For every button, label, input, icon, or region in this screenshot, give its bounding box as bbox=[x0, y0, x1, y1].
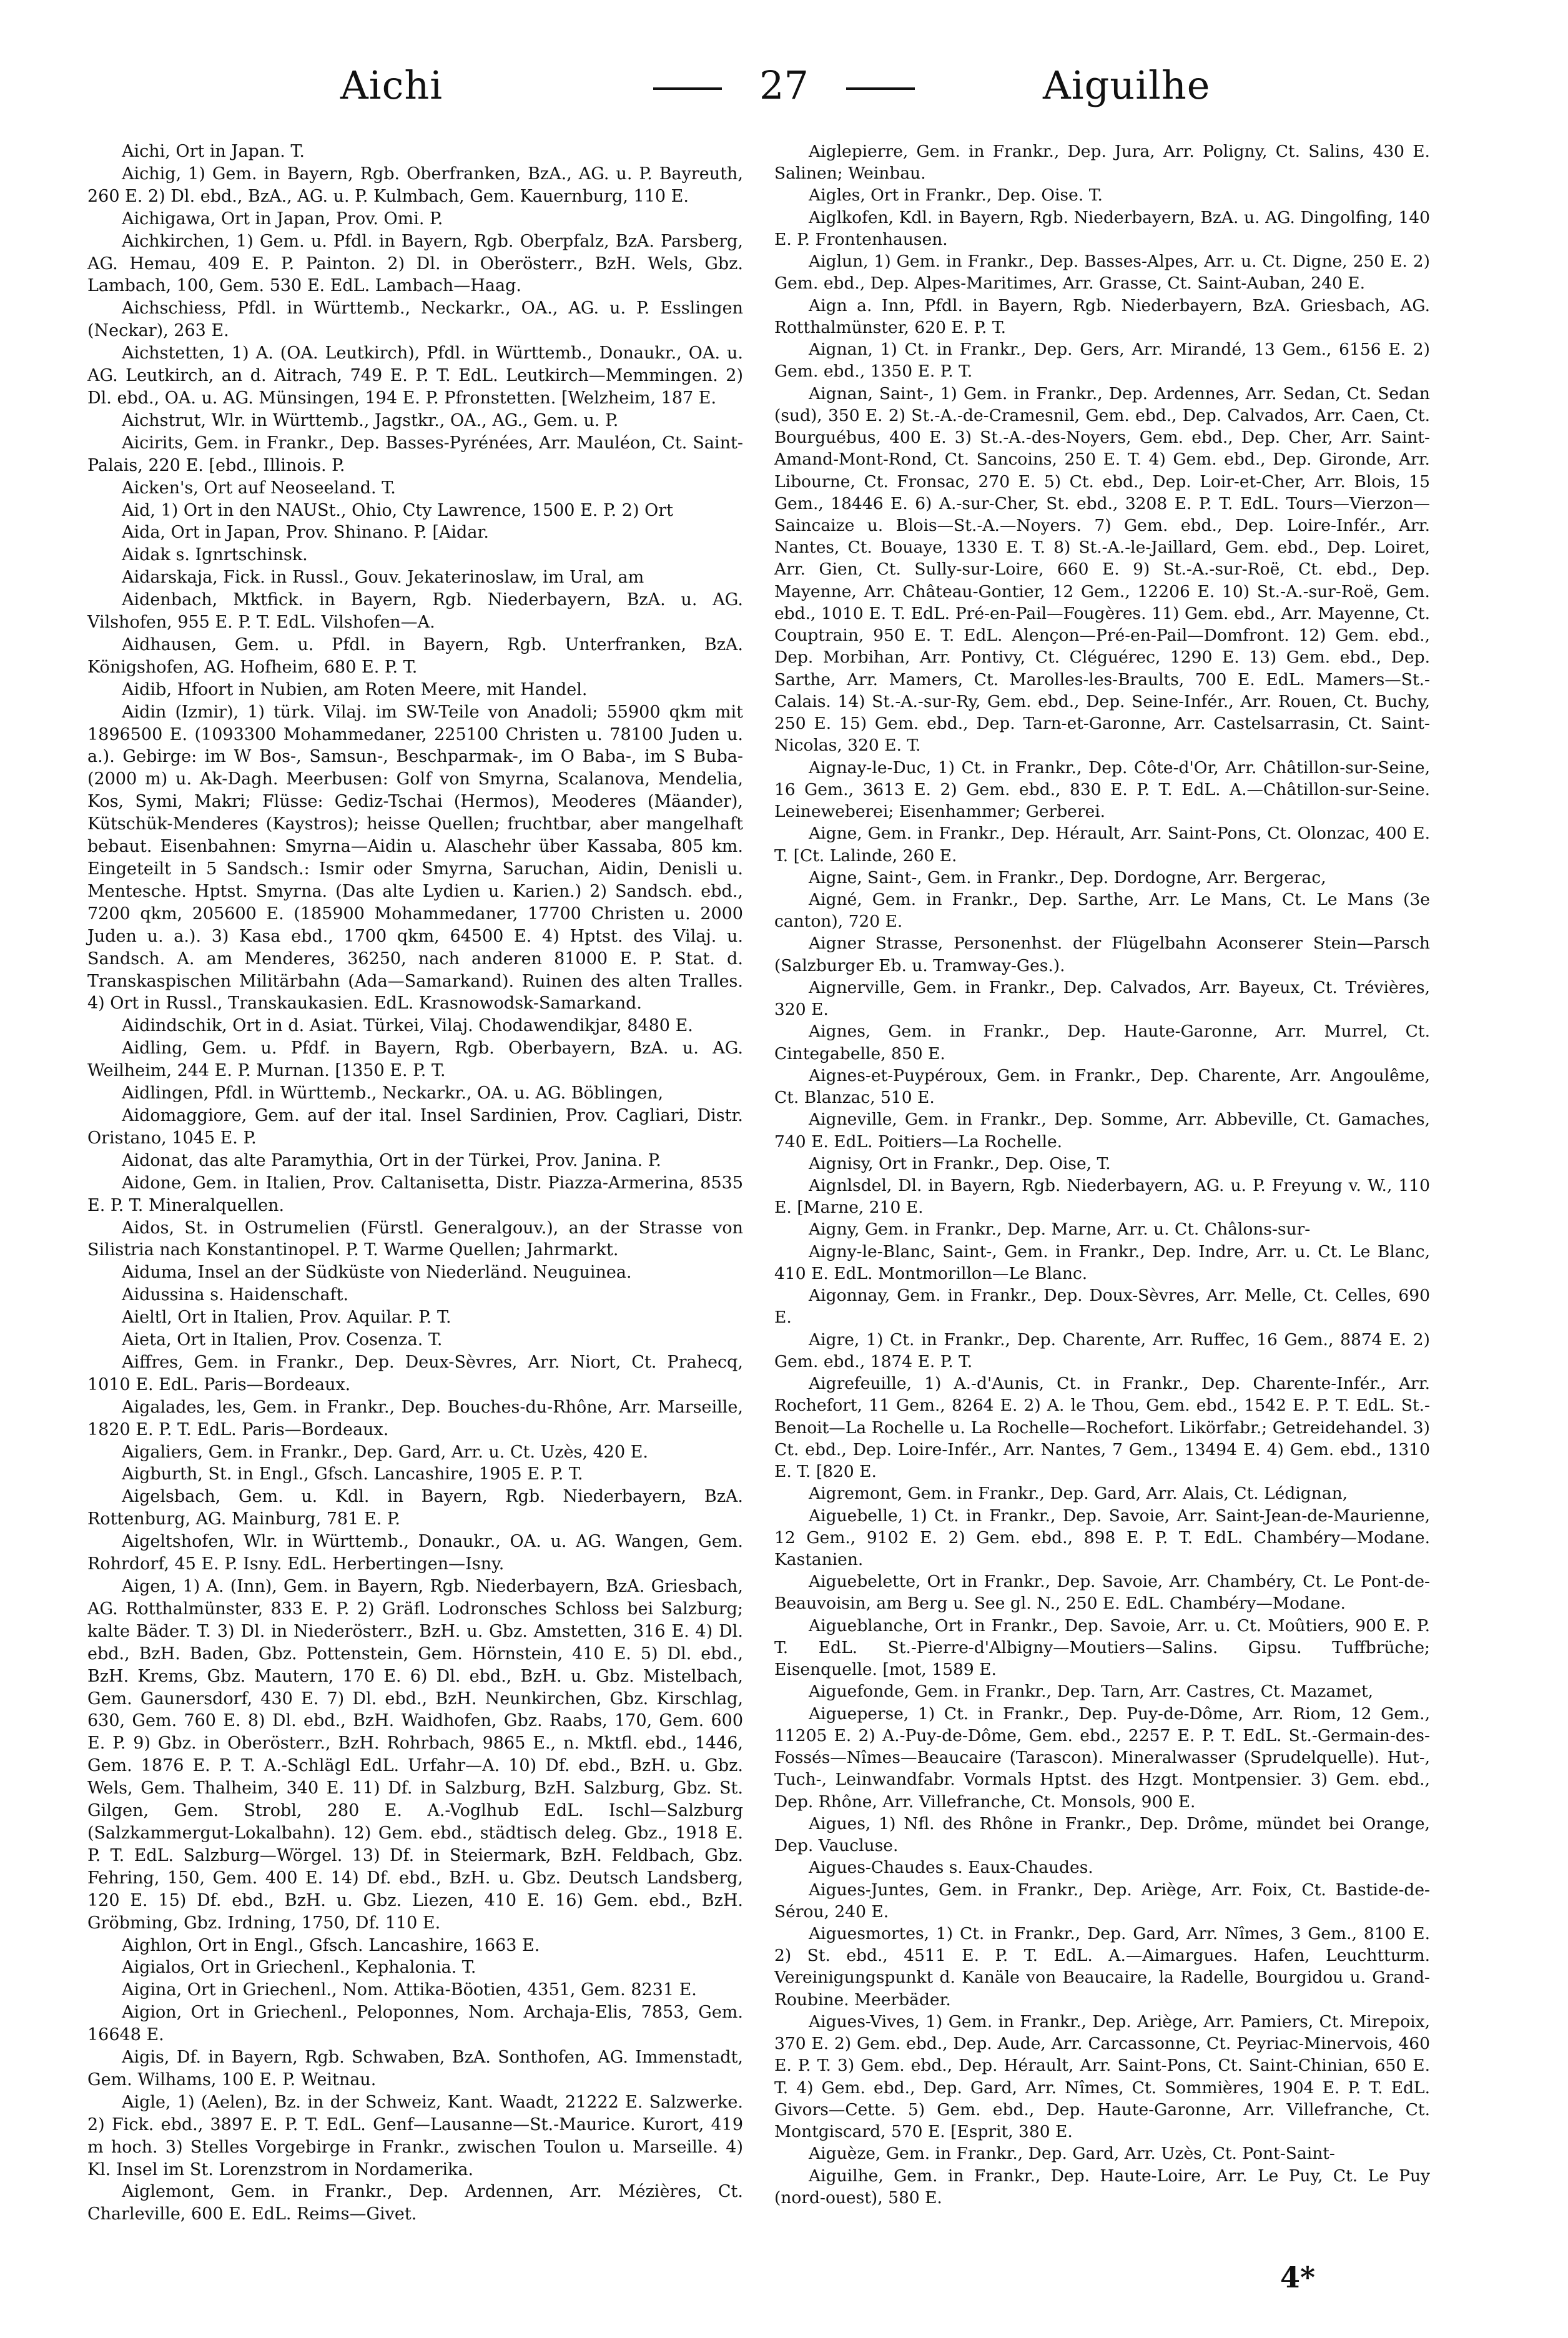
dictionary-entry: Aigles, Ort in Frankr., Dep. Oise. T. bbox=[809, 185, 1103, 205]
dictionary-entry: Aigre, 1) Ct. in Frankr., Dep. Charente, Arr. Ruffec, 16 Gem., 8874 E. 2) Gem. ebd., 1874 E. P. T. bbox=[774, 1329, 1430, 1371]
right-column bbox=[774, 141, 1430, 2209]
dictionary-entry: Aigialos, Ort in Griechenl., Kephalonia. T. bbox=[122, 1958, 476, 1978]
dictionary-entry: Aigina, Ort in Griechenl., Nom. Attika-Böotien, 4351, Gem. 8231 E. bbox=[122, 1980, 697, 2000]
dictionary-entry: Aigelsbach, Gem. u. Kdl. in Bayern, Rgb. Niederbayern, BzA. Rottenburg, AG. Mainburg, 781 E. P. bbox=[87, 1487, 743, 1529]
dictionary-entry: Aigen, 1) A. (Inn), Gem. in Bayern, Rgb. Niederbayern, BzA. Griesbach, AG. Rotthalmünster, 833 E. P. 2) Gräfl. Lodronsches Schloss bei Salzburg; kalte Bäder. T. 3) Dl. in Niederösterr., BzH. u. Gbz. Amstetten, 316 E. 4) Dl. ebd., BzH. Baden, Gbz. Pottenstein, Gem. Hörnstein, 410 E. 5) Dl. ebd., BzH. Krems, Gbz. Mautern, 170 E. 6) Dl. ebd., BzH. u. Gbz. Mistelbach, Gem. Gaunersdorf, 430 E. 7) Dl. ebd., BzH. Neunkirchen, Gbz. Kirschlag, 630, Gem. 760 E. 8) Dl. ebd., BzH. Waidhofen, Gbz. Raabs, 170, Gem. 600 E. P. 9) Gbz. in Oberösterr., BzH. Rohrbach, 9865 E., n. Mktfl. ebd., 1446, Gem. 1876 E. P. T. A.-Schlägl EdL. Urfahr—A. 10) Df. ebd., BzH. u. Gbz. Wels, Gem. Thalheim, 340 E. 11) Df. in Salzburg, BzH. Salzburg, Gbz. St. Gilgen, Gem. Strobl, 280 E. A.-Voglhub EdL. Ischl—Salzburg (Salzkammergut-Lokalbahn). 12) Gem. ebd., städtisch deleg. Gbz., 1918 E. P. T. EdL. Salzburg—Wörgel. 13) Df. in Steiermark, BzH. Feldbach, Gbz. Fehring, 150, Gem. 400 E. 14) Df. ebd., BzH. u. Gbz. Deutsch Landsberg, 120 E. 15) Df. ebd., BzH. u. Gbz. Liezen, 410 E. 16) Gem. ebd., BzH. Gröbming, Gbz. Irdning, 1750, Df. 110 E. bbox=[87, 1577, 743, 1933]
dictionary-entry: Aidos, St. in Ostrumelien (Fürstl. Generalgouv.), an der Strasse von Silistria nach Konstantinopel. P. T. Warme Quellen; Jahrmarkt. bbox=[87, 1218, 743, 1260]
dictionary-entry: Aignerville, Gem. in Frankr., Dep. Calvados, Arr. Bayeux, Ct. Trévières, 320 E. bbox=[774, 977, 1430, 1020]
dictionary-entry: Aidib, Hfoort in Nubien, am Roten Meere, mit Handel. bbox=[122, 679, 588, 699]
dictionary-entry: Aichstrut, Wlr. in Württemb., Jagstkr., OA., AG., Gem. u. P. bbox=[122, 410, 619, 430]
dictionary-entry: Aichkirchen, 1) Gem. u. Pfdl. in Bayern, Rgb. Oberpfalz, BzA. Parsberg, AG. Hemau, 409 E. P. Painton. 2) Dl. in Oberösterr., BzH. Wels, Gbz. Lambach, 100, Gem. 530 E. EdL. Lambach—Haag. bbox=[87, 231, 743, 296]
dictionary-entry: Aigne, Saint-, Gem. in Frankr., Dep. Dordogne, Arr. Bergerac, bbox=[809, 867, 1326, 887]
dictionary-entry: Aiduma, Insel an der Südküste von Niederländ. Neuguinea. bbox=[122, 1263, 632, 1283]
dictionary-entry: Aigues-Chaudes s. Eaux-Chaudes. bbox=[809, 1858, 1093, 1878]
dictionary-entry: Aigues-Juntes, Gem. in Frankr., Dep. Ariège, Arr. Foix, Ct. Bastide-de-Sérou, 240 E. bbox=[774, 1880, 1430, 1921]
dictionary-entry: Aigues, 1) Nfl. des Rhône in Frankr., Dep. Drôme, mündet bei Orange, Dep. Vaucluse. bbox=[774, 1813, 1430, 1856]
page-number: 27 bbox=[759, 62, 809, 108]
dictionary-entry: Aigny, Gem. in Frankr., Dep. Marne, Arr. u. Ct. Châlons-sur- bbox=[809, 1220, 1311, 1240]
dictionary-entry: Aignes-et-Puypéroux, Gem. in Frankr., Dep. Charente, Arr. Angoulême, Ct. Blanzac, 510 E. bbox=[774, 1065, 1430, 1108]
dictionary-entry: Aidin (Izmir), 1) türk. Vilaj. im SW-Teile von Anadoli; 55900 qkm mit 1896500 E. (1093300 Mohammedaner, 225100 Christen u. 78100 Juden u. a.). Gebirge: im W Bos-, Samsun-, Beschparmak-, im O Baba-, im S Buba- (2000 m) u. Ak-Dagh. Meerbusen: Golf von Smyrna, Scalanova, Mendelia, Kos, Symi, Makri; Flüsse: Gediz-Tschai (Hermos), Meoderes (Mäander), Kütschük-Menderes (Kaystros); heisse Quellen; fruchtbar, aber mangelhaft bebaut. Eisenbahnen: Smyrna—Aidin u. Alaschehr über Kassaba, 805 km. Eingeteilt in 5 Sandsch.: Ismir oder Smyrna, Saruchan, Aidin, Denisli u. Mentesche. Hptst. Smyrna. (Das alte Lydien u. Karien.) 2) Sandsch. ebd., 7200 qkm, 205600 E. (185900 Mohammedaner, 17700 Christen u. 2000 Juden u. a.). 3) Kasa ebd., 1700 qkm, 64500 E. 4) Hptst. des Vilaj. u. Sandsch. A. am Menderes, 36250, nach anderen 81000 E. P. Stat. d. Transkaspischen Militärbahn (Ada—Samarkand). Ruinen des alten Tralles. 4) Ort in Russl., Transkaukasien. EdL. Krasnowodsk-Samarkand. bbox=[87, 702, 743, 1014]
dictionary-entry: Aidomaggiore, Gem. auf der ital. Insel Sardinien, Prov. Cagliari, Distr. Oristano, 1045 E. P. bbox=[87, 1105, 743, 1148]
dictionary-entry: Aieltl, Ort in Italien, Prov. Aquilar. P. T. bbox=[122, 1308, 451, 1328]
dictionary-entry: Aichschiess, Pfdl. in Württemb., Neckarkr., OA., AG. u. P. Esslingen (Neckar), 263 E. bbox=[87, 298, 743, 341]
dictionary-entry: Aiffres, Gem. in Frankr., Dep. Deux-Sèvres, Arr. Niort, Ct. Prahecq, 1010 E. EdL. Paris—Bordeaux. bbox=[87, 1352, 743, 1394]
dictionary-entry: Aigne, Gem. in Frankr., Dep. Hérault, Arr. Saint-Pons, Ct. Olonzac, 400 E. T. [Ct. Lalinde, 260 E. bbox=[774, 824, 1430, 866]
dictionary-entry: Aigion, Ort in Griechenl., Peloponnes, Nom. Archaja-Elis, 7853, Gem. 16648 E. bbox=[87, 2003, 743, 2045]
dictionary-entry: Aichi, Ort in Japan. T. bbox=[122, 142, 305, 161]
dictionary-entry: Aighlon, Ort in Engl., Gfsch. Lancashire, 1663 E. bbox=[122, 1935, 540, 1955]
dictionary-entry: Aidone, Gem. in Italien, Prov. Caltanisetta, Distr. Piazza-Armerina, 8535 E. P. T. Mineralquellen. bbox=[87, 1173, 743, 1215]
dictionary-entry: Aiglun, 1) Gem. in Frankr., Dep. Basses-Alpes, Arr. u. Ct. Digne, 250 E. 2) Gem. ebd., Dep. Alpes-Maritimes, Arr. Grasse, Ct. Saint-Auban, 240 E. bbox=[774, 252, 1430, 293]
dictionary-entry: Aigny-le-Blanc, Saint-, Gem. in Frankr., Dep. Indre, Arr. u. Ct. Le Blanc, 410 E. EdL. Montmorillon—Le Blanc. bbox=[774, 1241, 1430, 1283]
header-dash-right bbox=[846, 87, 915, 90]
dictionary-entry: Aignan, Saint-, 1) Gem. in Frankr., Dep. Ardennes, Arr. Sedan, Ct. Sedan (sud), 350 E. 2) St.-A.-de-Cramesnil, Gem. ebd., Dep. Calvados, Arr. Caen, Ct. Bourguébus, 400 E. 3) St.-A.-des-Noyers, Gem. ebd., Dep. Cher, Arr. Saint-Amand-Mont-Rond, Ct. Sancoins, 250 E. T. 4) Gem. ebd., Dep. Gironde, Arr. Libourne, Ct. Fronsac, 270 E. 5) Ct. ebd., Dep. Loir-et-Cher, Arr. Blois, 15 Gem., 18446 E. 6) A.-sur-Cher, St. ebd., 3208 E. P. T. EdL. Tours—Vierzon—Saincaize u. Blois—St.-A.—Noyers. 7) Gem. ebd., Dep. Loire-Infér., Arr. Nantes, Ct. Bouaye, 1330 E. T. 8) St.-A.-le-Jaillard, Gem. ebd., Dep. Loiret, Arr. Gien, Ct. Sully-sur-Loire, 660 E. 9) St.-A.-sur-Roë, Ct. ebd., Dep. Mayenne, Arr. Château-Gontier, 12 Gem., 12206 E. 10) St.-A.-sur-Roë, Gem. ebd., 1010 E. T. EdL. Pré-en-Pail—Fougères. 11) Gem. ebd., Arr. Mayenne, Ct. Couptrain, 950 E. T. EdL. Alençon—Pré-en-Pail—Domfront. 12) Gem. ebd., Dep. Morbihan, Arr. Pontivy, Ct. Cléguérec, 1290 E. 13) Gem. ebd., Dep. Sarthe, Arr. Mamers, Ct. Marolles-les-Braults, 700 E. EdL. Mamers—St.-Calais. 14) St.-A.-sur-Ry, Gem. ebd., Dep. Seine-Infér., Arr. Rouen, Ct. Buchy, 250 E. 15) Gem. ebd., Dep. Tarn-et-Garonne, Arr. Castelsarrasin, Ct. Saint-Nicolas, 320 E. T. bbox=[774, 383, 1430, 756]
dictionary-entry: Aiguebelle, 1) Ct. in Frankr., Dep. Savoie, Arr. Saint-Jean-de-Maurienne, 12 Gem., 9102 E. 2) Gem. ebd., 898 E. P. T. EdL. Chambéry—Modane. Kastanien. bbox=[774, 1506, 1430, 1569]
dictionary-entry: Aieta, Ort in Italien, Prov. Cosenza. T. bbox=[122, 1330, 443, 1350]
dictionary-entry: Aigueblanche, Ort in Frankr., Dep. Savoie, Arr. u. Ct. Moûtiers, 900 E. P. T. EdL. St.-Pierre-d'Albigny—Moutiers—Salins. Gipsu. Tuffbrüche; Eisenquelle. [mot, 1589 E. bbox=[774, 1615, 1430, 1680]
dictionary-entry: Aicirits, Gem. in Frankr., Dep. Basses-Pyrénées, Arr. Mauléon, Ct. Saint-Palais, 220 E. [ebd., Illinois. P. bbox=[87, 433, 743, 475]
left-column bbox=[87, 141, 743, 2226]
header-dash-left bbox=[653, 87, 722, 90]
dictionary-entry: Aigné, Gem. in Frankr., Dep. Sarthe, Arr. Le Mans, Ct. Le Mans (3e canton), 720 E. bbox=[774, 889, 1430, 932]
dictionary-entry: Aidonat, das alte Paramythia, Ort in der Türkei, Prov. Janina. P. bbox=[122, 1150, 661, 1170]
dictionary-entry: Aigis, Df. in Bayern, Rgb. Schwaben, BzA. Sonthofen, AG. Immenstadt, Gem. Wilhams, 100 E. P. Weitnau. bbox=[87, 2048, 743, 2089]
dictionary-entry: Aignan, 1) Ct. in Frankr., Dep. Gers, Arr. Mirandé, 13 Gem., 6156 E. 2) Gem. ebd., 1350 E. P. T. bbox=[774, 340, 1430, 382]
dictionary-entry: Aidhausen, Gem. u. Pfdl. in Bayern, Rgb. Unterfranken, BzA. Königshofen, AG. Hofheim, 680 E. P. T. bbox=[87, 634, 743, 677]
dictionary-entry: Aicken's, Ort auf Neoseeland. T. bbox=[122, 478, 396, 498]
dictionary-entry: Aiglepierre, Gem. in Frankr., Dep. Jura, Arr. Poligny, Ct. Salins, 430 E. Salinen; Weinbau. bbox=[774, 142, 1430, 184]
dictionary-entry: Aignay-le-Duc, 1) Ct. in Frankr., Dep. Côte-d'Or, Arr. Châtillon-sur-Seine, 16 Gem., 3613 E. 2) Gem. ebd., 830 E. P. T. EdL. A.—Châtillon-sur-Seine. Leineweberei; Eisenhammer; Gerberei. bbox=[774, 757, 1430, 822]
dictionary-entry: Aigues-Vives, 1) Gem. in Frankr., Dep. Ariège, Arr. Pamiers, Ct. Mirepoix, 370 E. 2) Gem. ebd., Dep. Aude, Arr. Carcassonne, Ct. Peyriac-Minervois, 460 E. P. T. 3) Gem. ebd., Dep. Hérault, Arr. Saint-Pons, Ct. Saint-Chinian, 650 E. T. 4) Gem. ebd., Dep. Gard, Arr. Nîmes, Ct. Sommières, 1904 E. P. T. EdL. Givors—Cette. 5) Gem. ebd., Dep. Haute-Garonne, Arr. Villefranche, Ct. Montgiscard, 570 E. [Esprit, 380 E. bbox=[774, 2011, 1430, 2142]
dictionary-entry: Aigle, 1) (Aelen), Bz. in der Schweiz, Kant. Waadt, 21222 E. Salzwerke. 2) Fick. ebd., 3897 E. P. T. EdL. Genf—Lausanne—St.-Maurice. Kurort, 419 m hoch. 3) Stelles Vorgebirge in Frankr., zwischen Toulon u. Marseille. 4) Kl. Insel im St. Lorenzstrom in Nordamerika. bbox=[87, 2092, 743, 2179]
dictionary-entry: Aigremont, Gem. in Frankr., Dep. Gard, Arr. Alais, Ct. Lédignan, bbox=[809, 1484, 1348, 1504]
dictionary-entry: Aignes, Gem. in Frankr., Dep. Haute-Garonne, Arr. Murrel, Ct. Cintegabelle, 850 E. bbox=[774, 1022, 1430, 1063]
dictionary-entry: Aidlingen, Pfdl. in Württemb., Neckarkr., OA. u. AG. Böblingen, bbox=[122, 1083, 664, 1103]
dictionary-entry: Aigner Strasse, Personenhst. der Flügelbahn Aconserer Stein—Parsch (Salzburger Eb. u. Tramway-Ges.). bbox=[774, 934, 1430, 975]
dictionary-entry: Aigueperse, 1) Ct. in Frankr., Dep. Puy-de-Dôme, Arr. Riom, 12 Gem., 11205 E. 2) A.-Puy-de-Dôme, Gem. ebd., 2257 E. P. T. EdL. St.-Germain-des-Fossés—Nîmes—Beaucaire (Tarascon). Mineralwasser (Sprudelquelle). Hut-, Tuch-, Leinwandfabr. Vormals Hptst. des Hzgt. Montpensier. 3) Gem. ebd., Dep. Rhône, Arr. Villefranche, Ct. Monsols, 900 E. bbox=[774, 1704, 1430, 1812]
dictionary-entry: Aigonnay, Gem. in Frankr., Dep. Doux-Sèvres, Arr. Melle, Ct. Celles, 690 E. bbox=[774, 1286, 1430, 1328]
dictionary-entry: Aigneville, Gem. in Frankr., Dep. Somme, Arr. Abbeville, Ct. Gamaches, 740 E. EdL. Poitiers—La Rochelle. bbox=[774, 1110, 1430, 1152]
dictionary-entry: Aiguesmortes, 1) Ct. in Frankr., Dep. Gard, Arr. Nîmes, 3 Gem., 8100 E. 2) St. ebd., 4511 E. P. T. EdL. A.—Aimargues. Hafen, Leuchtturm. Vereinigungspunkt d. Kanäle von Beaucaire, la Radelle, Bourgidou u. Grand-Roubine. Meerbäder. bbox=[774, 1923, 1430, 2010]
dictionary-entry: Aign a. Inn, Pfdl. in Bayern, Rgb. Niederbayern, BzA. Griesbach, AG. Rotthalmünster, 620 E. P. T. bbox=[774, 295, 1430, 337]
dictionary-entry: Aidak s. Ignrtschinsk. bbox=[122, 545, 308, 565]
dictionary-entry: Aiguebelette, Ort in Frankr., Dep. Savoie, Arr. Chambéry, Ct. Le Pont-de-Beauvoisin, am Berg u. See gl. N., 250 E. EdL. Chambéry—Modane. bbox=[774, 1572, 1430, 1614]
dictionary-entry: Aichstetten, 1) A. (OA. Leutkirch), Pfdl. in Württemb., Donaukr., OA. u. AG. Leutkirch, an d. Aitrach, 749 E. P. T. EdL. Leutkirch—Memmingen. 2) Dl. ebd., OA. u. AG. Münsingen, 194 E. P. Pfronstetten. [Welzheim, 187 E. bbox=[87, 343, 743, 408]
dictionary-entry: Aiguefonde, Gem. in Frankr., Dep. Tarn, Arr. Castres, Ct. Mazamet, bbox=[809, 1682, 1374, 1702]
dictionary-entry: Aidussina s. Haidenschaft. bbox=[122, 1285, 349, 1305]
dictionary-entry: Aichigawa, Ort in Japan, Prov. Omi. P. bbox=[122, 209, 443, 229]
dictionary-entry: Aigrefeuille, 1) A.-d'Aunis, Ct. in Frankr., Dep. Charente-Infér., Arr. Rochefort, 11 Gem., 8264 E. 2) A. le Thou, Gem. ebd., 1542 E. P. T. EdL. St.-Benoit—La Rochelle u. La Rochelle—Rochefort. Likörfabr.; Getreidehandel. 3) Ct. ebd., Dep. Loire-Infér., Arr. Nantes, 7 Gem., 13494 E. 4) Gem. ebd., 1310 E. T. [820 E. bbox=[774, 1374, 1430, 1482]
page-header bbox=[0, 44, 1568, 131]
signature-mark: 4* bbox=[1280, 2261, 1316, 2294]
dictionary-entry: Aiglkofen, Kdl. in Bayern, Rgb. Niederbayern, BzA. u. AG. Dingolfing, 140 E. P. Frontenhausen. bbox=[774, 207, 1430, 249]
dictionary-entry: Aidindschik, Ort in d. Asiat. Türkei, Vilaj. Chodawendikjar, 8480 E. bbox=[122, 1016, 693, 1036]
header-left-keyword: Aichi bbox=[340, 62, 443, 108]
dictionary-entry: Aigburth, St. in Engl., Gfsch. Lancashire, 1905 E. P. T. bbox=[122, 1464, 583, 1484]
page-number-block bbox=[624, 62, 944, 108]
dictionary-entry: Aignisy, Ort in Frankr., Dep. Oise, T. bbox=[809, 1153, 1111, 1173]
dictionary-entry: Aichig, 1) Gem. in Bayern, Rgb. Oberfranken, BzA., AG. u. P. Bayreuth, 260 E. 2) Dl. ebd., BzA., AG. u. P. Kulmbach, Gem. Kauernburg, 110 E. bbox=[87, 164, 743, 206]
dictionary-entry: Aiguèze, Gem. in Frankr., Dep. Gard, Arr. Uzès, Ct. Pont-Saint- bbox=[809, 2144, 1335, 2164]
dictionary-entry: Aid, 1) Ort in den NAUSt., Ohio, Cty Lawrence, 1500 E. P. 2) Ort bbox=[122, 500, 673, 520]
header-right-keyword: Aiguilhe bbox=[1043, 62, 1211, 108]
dictionary-entry: Aiguilhe, Gem. in Frankr., Dep. Haute-Loire, Arr. Le Puy, Ct. Le Puy (nord-ouest), 580 E. bbox=[774, 2166, 1430, 2207]
dictionary-entry: Aidenbach, Mktfick. in Bayern, Rgb. Niederbayern, BzA. u. AG. Vilshofen, 955 E. P. T. EdL. Vilshofen—A. bbox=[87, 590, 743, 633]
dictionary-entry: Aigeltshofen, Wlr. in Württemb., Donaukr., OA. u. AG. Wangen, Gem. Rohrdorf, 45 E. P. Isny. EdL. Herbertingen—Isny. bbox=[87, 1532, 743, 1574]
dictionary-entry: Aidarskaja, Fick. in Russl., Gouv. Jekaterinoslaw, im Ural, am bbox=[122, 568, 644, 588]
dictionary-entry: Aidling, Gem. u. Pfdf. in Bayern, Rgb. Oberbayern, BzA. u. AG. Weilheim, 244 E. P. Murnan. [1350 E. P. T. bbox=[87, 1038, 743, 1081]
dictionary-entry: Aigalades, les, Gem. in Frankr., Dep. Bouches-du-Rhône, Arr. Marseille, 1820 E. P. T. EdL. Paris—Bordeaux. bbox=[87, 1397, 743, 1439]
dictionary-entry: Aida, Ort in Japan, Prov. Shinano. P. [Aidar. bbox=[122, 523, 489, 543]
dictionary-entry: Aigaliers, Gem. in Frankr., Dep. Gard, Arr. u. Ct. Uzès, 420 E. bbox=[122, 1442, 649, 1462]
dictionary-entry: Aignlsdel, Dl. in Bayern, Rgb. Niederbayern, AG. u. P. Freyung v. W., 110 E. [Marne, 210 E. bbox=[774, 1176, 1430, 1218]
dictionary-entry: Aiglemont, Gem. in Frankr., Dep. Ardennen, Arr. Mézières, Ct. Charleville, 600 E. EdL. Reims—Givet. bbox=[87, 2182, 743, 2224]
